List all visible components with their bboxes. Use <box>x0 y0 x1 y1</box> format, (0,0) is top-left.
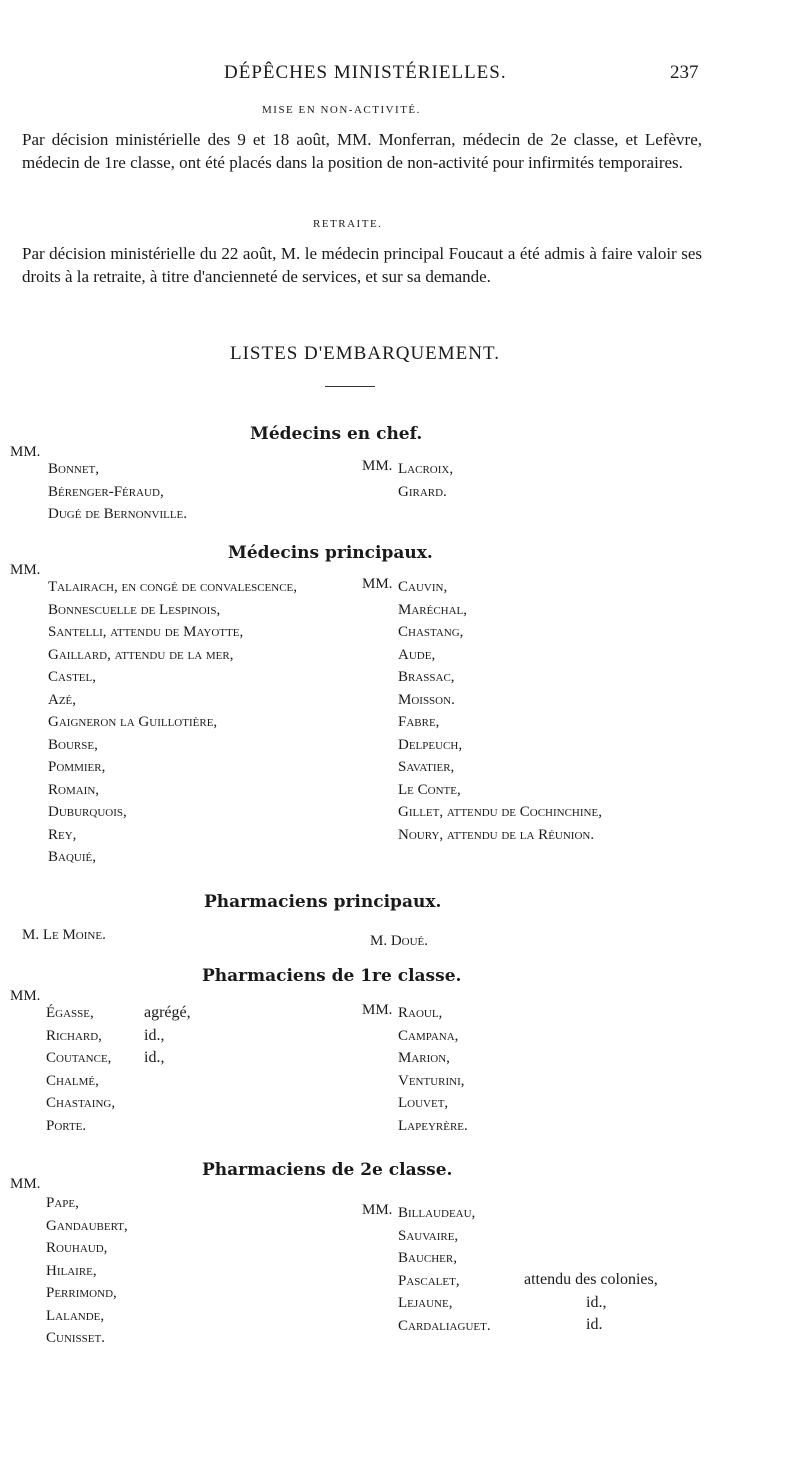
left-prefix: MM. <box>10 444 41 460</box>
pharm-1re-notes <box>144 1002 191 1070</box>
list-item: Azé, <box>48 691 77 708</box>
list-item: Lejaune, <box>398 1295 453 1311</box>
mise-title: MISE EN NON-ACTIVITÉ. <box>262 104 421 116</box>
list-item: Richard, <box>46 1027 102 1044</box>
list-item: Hilaire, <box>46 1262 97 1279</box>
left-prefix: MM. <box>10 1176 41 1192</box>
list-item: Raoul, <box>398 1005 443 1021</box>
list-item: Baquié, <box>48 849 96 865</box>
list-item: Perrimond, <box>46 1285 117 1301</box>
list-item: Porte. <box>46 1117 87 1134</box>
section-medecins-chef-title: Médecins en chef. <box>250 424 423 444</box>
medecins-chef-right-list <box>398 458 453 503</box>
section-pharm-principaux-title: Pharmaciens principaux. <box>204 892 442 912</box>
list-item: Campana, <box>398 1027 459 1044</box>
list-item: Le Conte, <box>398 781 461 798</box>
retraite-title: RETRAITE. <box>313 218 383 230</box>
list-item: Chalmé, <box>46 1072 99 1089</box>
list-item: Savatier, <box>398 759 455 775</box>
list-item: Bonnescuelle de Lespinois, <box>48 601 221 618</box>
divider <box>325 386 375 387</box>
right-prefix: MM. <box>362 1202 393 1218</box>
list-item: Santelli, attendu de Mayotte, <box>48 624 244 640</box>
pharm-2e-left-list <box>46 1192 128 1350</box>
section-pharm-2e-title: Pharmaciens de 2e classe. <box>202 1160 453 1180</box>
list-item: Brassac, <box>398 669 455 685</box>
list-item: Sauvaire, <box>398 1227 459 1244</box>
list-item: Billaudeau, <box>398 1205 476 1221</box>
list-item: Delpeuch, <box>398 736 463 753</box>
pharm-principaux-right: M. Doué. <box>370 933 429 949</box>
list-item: Aude, <box>398 646 436 663</box>
list-item: Duburquois, <box>48 804 127 820</box>
pharm-1re-left-list <box>46 1002 115 1137</box>
list-item: Talairach, en congé de convalescence, <box>48 579 298 595</box>
list-item: Gandaubert, <box>46 1217 128 1234</box>
right-prefix: MM. <box>362 576 393 592</box>
list-item: Dugé de Bernonville. <box>48 506 188 522</box>
pharm-2e-right-list <box>398 1202 491 1337</box>
list-item: Cunisset. <box>46 1330 105 1346</box>
pharm-principaux-left: M. Le Moine. <box>22 927 106 943</box>
list-item: Louvet, <box>398 1095 449 1111</box>
retraite-paragraph: Par décision ministérielle du 22 août, M. le médecin principal Foucaut a été admis à faire valoir ses droits à la retraite, à titre d'ancienneté de services, et sur sa demande. <box>22 244 702 286</box>
list-item: Pascalet, <box>398 1272 460 1289</box>
list-item: Romain, <box>48 781 100 798</box>
list-item: Lalande, <box>46 1307 105 1324</box>
medecins-principaux-left-list <box>48 576 297 869</box>
medecins-principaux-right-list <box>398 576 602 846</box>
right-prefix: MM. <box>362 1002 393 1018</box>
list-item: Bérenger-Féraud, <box>48 483 164 500</box>
pharm-2e-notes <box>524 1269 658 1337</box>
list-item: Égasse, <box>46 1005 94 1021</box>
list-item: Maréchal, <box>398 601 468 618</box>
note: id. <box>586 1316 603 1333</box>
list-item: Pape, <box>46 1195 79 1211</box>
list-item: Gaigneron la Guillotière, <box>48 714 218 730</box>
list-item: Bonnet, <box>48 461 100 477</box>
list-item: Coutance, <box>46 1050 112 1066</box>
note: id., <box>586 1293 607 1311</box>
note: id., <box>144 1026 165 1044</box>
list-item: Chastaing, <box>46 1095 116 1111</box>
left-prefix: MM. <box>10 562 41 578</box>
list-item: Castel, <box>48 669 96 685</box>
list-item: Bourse, <box>48 736 98 753</box>
list-item: Gaillard, attendu de la mer, <box>48 646 234 663</box>
list-item: Noury, attendu de la Réunion. <box>398 826 595 843</box>
page-number: 237 <box>670 62 699 83</box>
list-item: Pommier, <box>48 759 106 775</box>
list-item: Lapeyrère. <box>398 1117 468 1134</box>
note: attendu des colonies, <box>524 1271 658 1288</box>
pharm-1re-right-list <box>398 1002 468 1137</box>
list-item: Baucher, <box>398 1250 457 1266</box>
running-title: DÉPÊCHES MINISTÉRIELLES. <box>224 62 507 83</box>
medecins-chef-left-list <box>48 458 187 526</box>
list-item: Girard. <box>398 483 447 500</box>
section-medecins-principaux-title: Médecins principaux. <box>228 543 433 563</box>
list-item: Moisson. <box>398 691 455 708</box>
list-item: Rouhaud, <box>46 1240 108 1256</box>
note: agrégé, <box>144 1004 191 1021</box>
list-item: Rey, <box>48 826 77 843</box>
list-item: Fabre, <box>398 714 440 730</box>
list-item: Venturini, <box>398 1072 465 1089</box>
right-prefix: MM. <box>362 458 393 474</box>
list-item: Gillet, attendu de Cochinchine, <box>398 804 602 820</box>
mise-paragraph: Par décision ministérielle des 9 et 18 août, MM. Monferran, médecin de 2e classe, et Lefèvre, médecin de 1re classe, ont été placés dans la position de non-activité pour infirmités temporaires. <box>22 130 702 172</box>
list-item: Lacroix, <box>398 461 454 477</box>
list-item: Cardaliaguet. <box>398 1317 491 1334</box>
list-item: Chastang, <box>398 624 464 640</box>
note: id., <box>144 1049 165 1066</box>
section-pharm-1re-title: Pharmaciens de 1re classe. <box>202 966 462 986</box>
left-prefix: MM. <box>10 988 41 1004</box>
list-item: Marion, <box>398 1050 450 1066</box>
list-item: Cauvin, <box>398 579 448 595</box>
lists-title: LISTES D'EMBARQUEMENT. <box>230 343 500 364</box>
